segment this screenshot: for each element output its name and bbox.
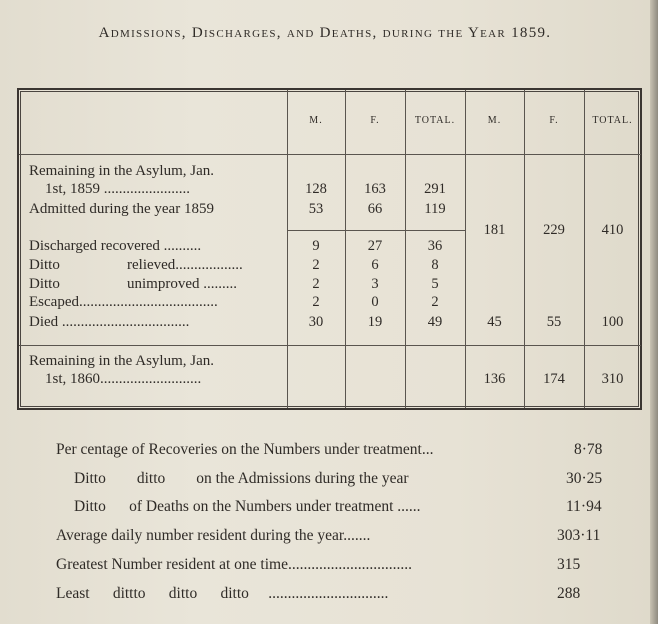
row-rule — [287, 154, 641, 155]
cell-group2-m: 45 — [487, 314, 502, 330]
cell-relieved-m: 2 — [312, 257, 320, 273]
summary-value-least: 288 — [557, 585, 581, 602]
row-label-unimproved: unimproved ......... — [127, 276, 237, 292]
summary-text-average: Average daily number resident during the year....... — [56, 527, 371, 544]
cell-group1-f: 229 — [543, 222, 565, 238]
row-label-remaining-1860-line2: 1st, 1860........................... — [45, 371, 202, 387]
cell-remaining-1859-m: 128 — [305, 181, 327, 197]
summary-text-least: Least dittto ditto ditto ............................... — [56, 585, 389, 602]
cell-recovered-m: 9 — [312, 238, 320, 254]
summary-text-greatest: Greatest Number resident at one time................................ — [56, 556, 412, 573]
page-title: Admissions, Discharges, and Deaths, during the Year 1859. — [98, 25, 552, 41]
row-rule — [19, 154, 287, 155]
header-f: F. — [370, 115, 380, 126]
cell-remaining-1860-total: 310 — [601, 371, 624, 387]
cell-unimproved-m: 2 — [312, 276, 320, 292]
header-total-2: TOTAL. — [592, 115, 633, 126]
summary-text-recoveries: Per centage of Recoveries on the Numbers under treatment... — [56, 441, 434, 458]
statistics-table — [17, 88, 642, 410]
cell-remaining-1860-f: 174 — [543, 371, 565, 387]
header-m-2: M. — [487, 115, 502, 126]
row-rule — [287, 230, 465, 231]
summary-value-recoveries: 8·78 — [574, 441, 603, 458]
cell-relieved-total: 8 — [431, 257, 439, 273]
page-gutter — [650, 0, 658, 624]
cell-remaining-1859-f: 163 — [364, 181, 386, 197]
cell-died-f: 19 — [367, 314, 383, 330]
summary-value-admissions: 30·25 — [566, 470, 603, 487]
row-label-discharged-recovered: Discharged recovered .......... — [29, 238, 202, 254]
cell-group1-total: 410 — [601, 222, 624, 238]
cell-unimproved-total: 5 — [431, 276, 439, 292]
cell-recovered-total: 36 — [427, 238, 443, 254]
cell-escaped-f: 0 — [371, 294, 379, 310]
cell-escaped-total: 2 — [431, 294, 439, 310]
cell-admitted-f: 66 — [367, 201, 383, 217]
cell-remaining-1860-m: 136 — [483, 371, 506, 387]
cell-group2-total: 100 — [601, 314, 624, 330]
header-m: M. — [309, 115, 323, 126]
row-label-escaped: Escaped..................................... — [29, 294, 218, 310]
row-label-died: Died .................................. — [29, 314, 190, 330]
cell-group1-m: 181 — [483, 222, 506, 238]
row-label-remaining-1859-line2: 1st, 1859 ....................... — [45, 181, 191, 197]
cell-admitted-m: 53 — [308, 201, 324, 217]
cell-group2-f: 55 — [546, 314, 562, 330]
summary-text-deaths: Ditto of Deaths on the Numbers under treatment ...... — [74, 498, 421, 515]
cell-recovered-f: 27 — [367, 238, 383, 254]
header-f-2: F. — [549, 115, 559, 126]
row-label-admitted: Admitted during the year 1859 — [29, 201, 214, 217]
row-label-relieved-ditto: Ditto — [29, 257, 60, 273]
summary-value-greatest: 315 — [557, 556, 581, 573]
cell-remaining-1859-total: 291 — [424, 181, 446, 197]
column-rule — [524, 90, 525, 408]
column-rule — [584, 90, 585, 408]
row-label-relieved: relieved.................. — [127, 257, 243, 273]
cell-admitted-total: 119 — [424, 201, 446, 217]
summary-text-admissions: Ditto ditto on the Admissions during the year — [74, 470, 409, 487]
column-rule — [465, 90, 466, 408]
cell-died-total: 49 — [427, 314, 443, 330]
cell-died-m: 30 — [308, 314, 324, 330]
cell-relieved-f: 6 — [371, 257, 379, 273]
summary-value-deaths: 11·94 — [566, 498, 602, 515]
summary-value-average: 303·11 — [557, 527, 601, 544]
row-label-remaining-1859-line1: Remaining in the Asylum, Jan. — [29, 163, 214, 179]
cell-escaped-m: 2 — [312, 294, 320, 310]
row-label-remaining-1860-line1: Remaining in the Asylum, Jan. — [29, 353, 214, 369]
cell-unimproved-f: 3 — [371, 276, 379, 292]
row-label-unimproved-ditto: Ditto — [29, 276, 60, 292]
header-total: TOTAL. — [414, 115, 456, 126]
row-rule — [19, 345, 641, 346]
